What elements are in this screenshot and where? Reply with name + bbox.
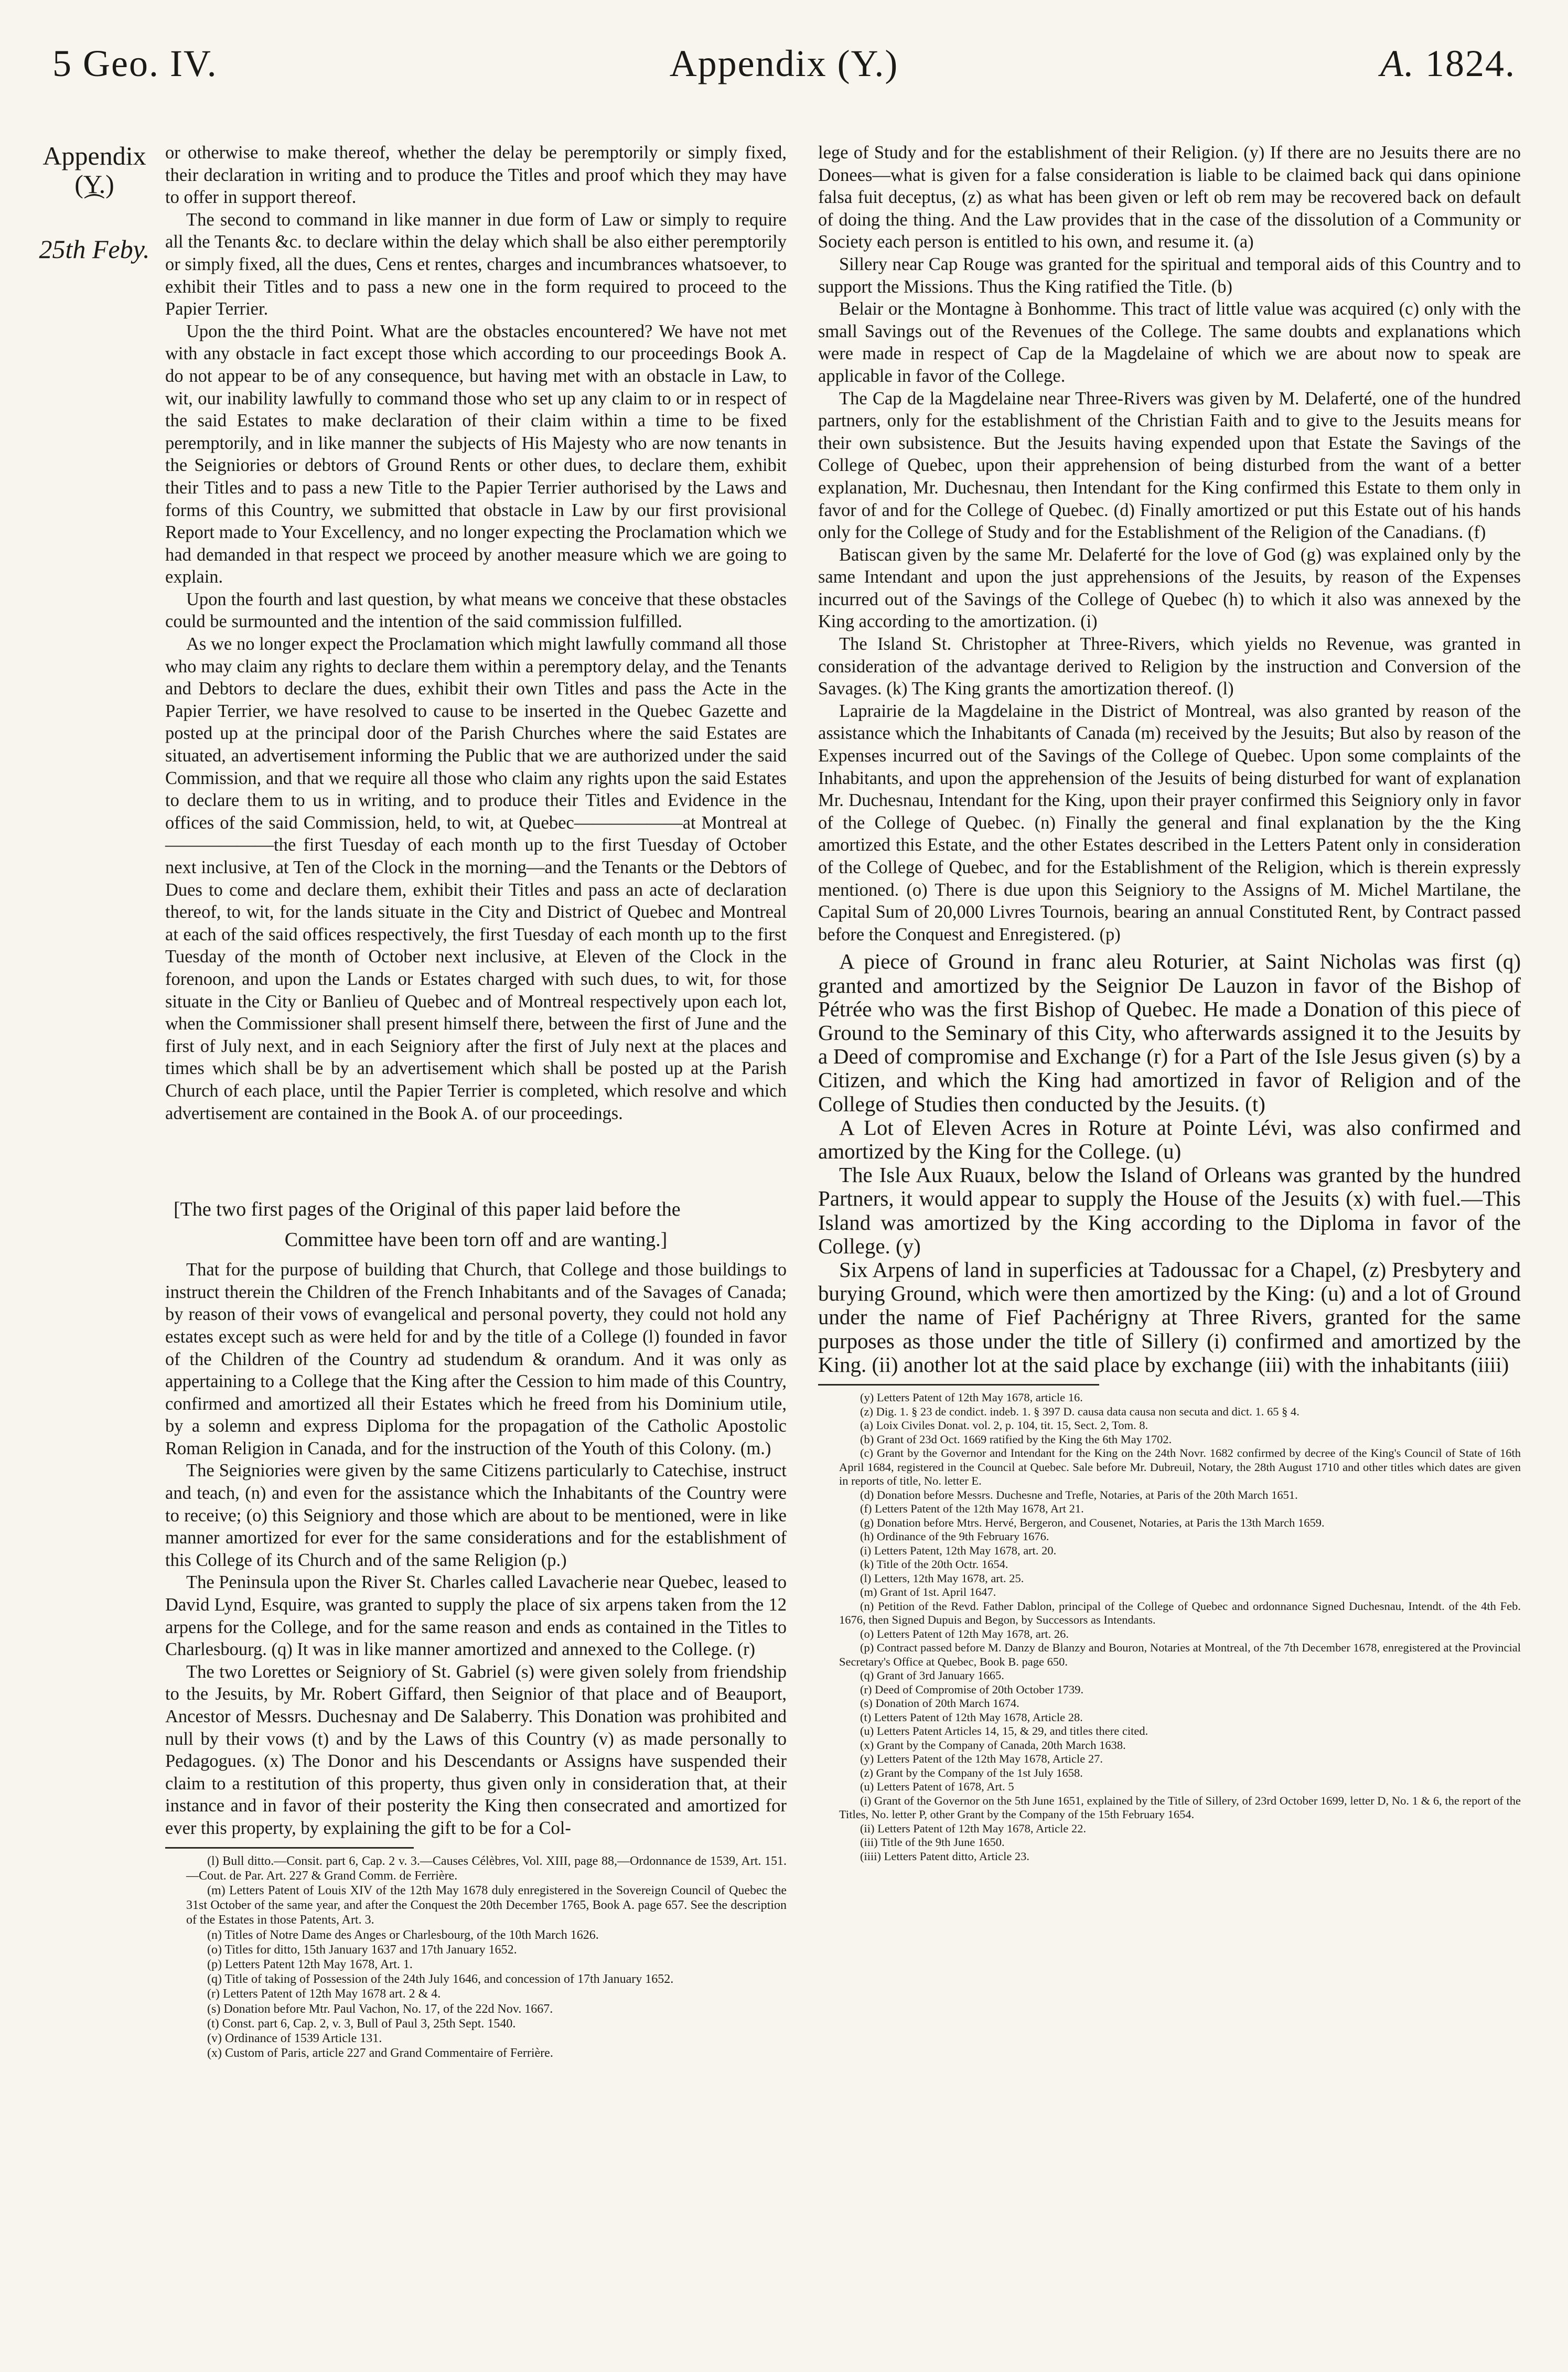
footnote: (l) Bull ditto.—Consit. part 6, Cap. 2 v. 3.—Causes Célèbres, Vol. XIII, page 88,—Ordonnance de 1539, Art. 151.—Cout. de Par. Art. 227 & Grand Comm. de Ferrière. [186,1854,787,1883]
paragraph: As we no longer expect the Proclamation which might lawfully command all those who may claim any rights to declare them within a peremptory delay, and the Tenants and Debtors to declare the dues, exhibit their own Titles and pass the Acte in the Papier Terrier, we have resolved to cause to be inserted in the Quebec Gazette and posted up at the principal door of the Parish Churches where the said Estates are situated, an advertisement informing the Public that we are authorized under the said Commission, and that we require all those who claim any rights upon the said Estates to declare them to us in writing, and to produce their Titles and Evidence in the offices of the said Commission, held, to wit, at Quebec——————at Montreal at——————the first Tuesday of each month up to the first Tuesday of October next inclusive, at Ten of the Clock in the morning—and the Tenants or the Debtors of Dues to come and declare them, exhibit their Titles and pass an acte of declaration thereof, to wit, for the lands situate in the City and District of Quebec and Montreal at each of the said offices respectively, the first Tuesday of each month up to the first Tuesday of the month of October next inclusive, at Eleven of the Clock in the forenoon, and upon the Lands or Estates charged with such dues, to wit, for those situate in the City or Banlieu of Quebec and of Montreal respectively upon each lot, when the Commissioner shall present himself there, between the first of June and the first of July next, and in each Seigniory after the first of July next at the places and times which shall be by an advertisement which shall be posted up at the Parish Church of each place, until the Papier Terrier is completed, which resolve and which advertisement are contained in the Book A. of our proceedings. [165,634,787,1123]
footnote: (v) Ordinance of 1539 Article 131. [207,2032,382,2045]
paragraph: The Island St. Christopher at Three-Rivers, which yields no Revenue, was granted in consideration of the advantage derived to Religion by the instruction and Conversion of the Savages. (k) The King grants the amortization thereof. (l) [818,634,1521,699]
footnote: (z) Grant by the Company of the 1st July 1658. [860,1766,1083,1779]
footnote: (s) Donation of 20th March 1674. [860,1697,1019,1710]
footnote: (x) Custom of Paris, article 227 and Grand Commentaire of Ferrière. [207,2046,553,2060]
paragraph: The second to command in like manner in due form of Law or simply to require all the Tenants &c. to declare within the delay which shall be also either peremptorily or simply fixed, all the dues, Cens et rentes, charges and incumbrances whatsoever, to exhibit their Titles and to pass a new one in the form required to proceed to the Papier Terrier. [165,209,787,319]
paragraph-large: A piece of Ground in franc aleu Roturier, at Saint Nicholas was first (q) granted and amortized by the Seignior De Lauzon in favor of the Bishop of Pétrée who was the first Bishop of Quebec. He made a Donation of this piece of Ground to the Seminary of this City, who afterwards assigned it to the Jesuits by a Deed of compromise and Exchange (r) for a Part of the Isle Jesus given (s) by a Citizen, and which the King had amortized in favor of Religion and of the College of Studies then conducted by the Jesuits. (t) [818,949,1521,1116]
footnote: (p) Letters Patent 12th May 1678, Art. 1. [207,1957,413,1971]
footnote: (u) Letters Patent of 1678, Art. 5 [860,1780,1014,1794]
paragraph: lege of Study and for the establishment of their Religion. (y) If there are no Jesuits there are no Donees—what is given for a false consideration is liable to be claimed back qui dans opinione falsa fuit deceptus, (z) as what has been given or left ob rem may be recovered back on default of doing the thing. And the Law provides that in the case of the dissolution of a Community or Society each person is entitled to his own, and resume it. (a) [818,143,1521,252]
footnotes-left [165,1854,787,2061]
footnotes-right [818,1391,1521,1863]
footnote: (iiii) Letters Patent ditto, Article 23. [860,1849,1030,1863]
paragraph: The two Lorettes or Seigniory of St. Gabriel (s) were given solely from friendship to the Jesuits, by Mr. Robert Giffard, then Seignior of that place and of Beauport, Ancestor of Messrs. Duchesnay and De Salaberry. This Donation was prohibited and null by their vows (t) and by the Laws of this Country (v) as made personally to Pedagogues. (x) The Donor and his Descendants or Assigns have suspended their claim to a restitution of this property, thus given only in consideration that, at their instance and in favor of their posterity the King then consecrated and amortized for ever this property, by explaining the gift to be for a Col- [165,1661,787,1838]
footnote: (o) Letters Patent of 12th May 1678, art. 26. [860,1627,1069,1640]
year-heading-number: 1824. [1425,42,1516,84]
year-heading [1380,42,1516,85]
footnote: (n) Petition of the Revd. Father Dablon, principal of the College of Quebec and ordonnance Signed Duchesnau, Intendt. of the 4th Feb. 1676, then Signed Dupuis and Begon, by Successors as Intendants. [839,1599,1521,1627]
footnote: (m) Grant of 1st. April 1647. [860,1585,996,1599]
editorial-note: [The two first pages of the Original of this paper laid before the [174,1198,681,1221]
margin-appendix-label: Appendix [42,141,146,170]
footnote: (c) Grant by the Governor and Intendant for the King on the 24th Novr. 1682 confirmed by decree of the King's Council of State of 16th April 1684, registered in the Council at Quebec. Sale before Mr. Dubreuil, Notary, the 28th August 1710 and other titles which dates are given in reports of title, No. letter E. [839,1446,1521,1488]
footnote: (y) Letters Patent of the 12th May 1678, Article 27. [860,1752,1103,1766]
footnote: (r) Letters Patent of 12th May 1678 art. 2 & 4. [207,1987,441,2001]
paragraph: Laprairie de la Magdelaine in the District of Montreal, was also granted by reason of the assistance which the Inhabitants of Canada (m) received by the Jesuits; But also by reason of the Expenses incurred out of the Savings of the College of Quebec. Upon some complaints of the Inhabitants, and upon the apprehension of the Jesuits of being disturbed for want of explanation Mr. Duchesnau, Intendant for the King, upon their prayer confirmed this Seigniory only in favor of the College of Quebec. (n) Finally the general and final explanation by the the King amortized this Estate, and the other Estates described in the Letters Patent only in consideration of the College of Quebec, and for the Establishment of the Religion, which is therein expressly mentioned. (o) There is due upon this Seigniory to the Assigns of M. Michel Martilane, the Capital Sum of 20,000 Livres Tournois, bearing an annual Constituted Rent, by Contract passed before the Conquest and Enregistered. (p) [818,701,1521,944]
footnote: (q) Title of taking of Possession of the 24th July 1646, and concession of 17th January 1652. [207,1972,674,1987]
paragraph: Batiscan given by the same Mr. Delaferté for the love of God (g) was explained only by the same Intendant and upon the just apprehensions of the Jesuits, by reason of the Expenses incurred out of the Savings of the College of Quebec (h) to which it also was annexed by the King according to the amortization. (i) [818,544,1521,632]
footnote: (a) Loix Civiles Donat. vol. 2, p. 104, tit. 15, Sect. 2, Tom. 8. [860,1419,1148,1432]
paragraph: Upon the the third Point. What are the obstacles encountered? We have not met with any obstacle in fact except those which according to our proceedings Book A. do not appear to be of any consequence, but having met with an obstacle in Law, to wit, our inability lawfully to command those who set up any claim to or in respect of the said Estates to make declaration of their claim within a time to be fixed peremptorily, and in like manner the subjects of His Majesty who are now tenants in the Seigniories or debtors of Ground Rents or other dues, to declare them, exhibit their Titles and to pass a new Title to the Papier Terrier authorised by the Laws and forms of this Country, we submitted that obstacle in Law by our first provisional Report made to Your Excellency, and no longer expecting the Proclamation which we had demanded in that respect we proceed by another measure which we are going to explain. [165,321,787,587]
footnote: (q) Grant of 3rd January 1665. [860,1669,1004,1682]
footnote: (k) Title of the 20th Octr. 1654. [860,1558,1008,1571]
left-column [165,142,787,2060]
margin-appendix-letter: (Y.) [74,169,114,199]
footnote: (z) Dig. 1. § 23 de condict. indeb. 1. § 397 D. causa data causa non secuta and dict. 1. 65 § 4. [860,1404,1299,1418]
footnote: (g) Donation before Mtrs. Hervé, Bergeron, and Cousenet, Notaries, at Paris the 13th March 1659. [860,1516,1325,1529]
footnote: (i) Grant of the Governor on the 5th June 1651, explained by the Title of Sillery, of 23rd October 1699, letter D, No. 1 & 6, the report of the Titles, No. letter P, other Grant by the Company of the 15th February 1654. [839,1794,1521,1821]
footnote: (d) Donation before Messrs. Duchesne and Trefle, Notaries, at Paris of the 20th March 1651. [860,1488,1298,1501]
footnote: (r) Deed of Compromise of 20th October 1739. [860,1682,1084,1696]
footnote: (s) Donation before Mtr. Paul Vachon, No. 17, of the 22d Nov. 1667. [207,2002,553,2016]
page-header [42,42,1526,100]
footnote: (f) Letters Patent of the 12th May 1678, Art 21. [860,1502,1084,1516]
footnote: (u) Letters Patent Articles 14, 15, & 29, and titles there cited. [860,1724,1148,1738]
swash-ornament: ⏜ [84,194,105,218]
footnote: (m) Letters Patent of Louis XIV of the 12th May 1678 duly enregistered in the Sovereign Council of Quebec the 31st October of the same year, and after the Conquest the 20th December 1765, Book A. page 657. See the description of the Estates in those Patents, Art. 3. [186,1883,787,1927]
margin-note [37,142,152,263]
footnote: (l) Letters, 12th May 1678, art. 25. [860,1571,1024,1585]
footnote: (o) Titles for ditto, 15th January 1637 and 17th January 1652. [207,1942,517,1957]
footnote: (iii) Title of the 9th June 1650. [860,1836,1005,1849]
footnote: (n) Titles of Notre Dame des Anges or Charlesbourg, of the 10th March 1626. [207,1928,599,1942]
year-heading-letter: A. [1380,42,1415,84]
paragraph: or otherwise to make thereof, whether the delay be peremptorily or simply fixed, their declaration in writing and to produce the Titles and proof which they may have to offer in support thereof. [165,143,787,208]
footnote: (h) Ordinance of the 9th February 1676. [860,1530,1049,1543]
paragraph-large: The Isle Aux Ruaux, below the Island of Orleans was granted by the hundred Partners, it would appear to supply the House of the Jesuits (x) with fuel.—This Island was amortized by the King according to the Diploma in favor of the College. (y) [818,1163,1521,1258]
paragraph: The Cap de la Magdelaine near Three-Rivers was given by M. Delaferté, one of the hundred partners, only for the establishment of the Christian Faith and to give to the Jesuits means for their own subsistence. But the Jesuits having expended upon that Estate the Savings of the College of Quebec, upon their apprehension of being disturbed from the want of a better explanation, Mr. Duchesnau, then Intendant for the King confirmed this Estate to them only in favor of and for the College of Quebec. (d) Finally amortized or put this Estate out of his hands only for the College of Study and for the Establishment of the Religion of the Canadians. (f) [818,388,1521,543]
footnote-divider [818,1384,1099,1386]
paragraph: Upon the fourth and last question, by what means we conceive that these obstacles could be surmounted and the intention of the said commission fulfilled. [165,589,787,632]
footnote: (t) Letters Patent of 12th May 1678, Article 28. [860,1710,1083,1724]
paragraph: The Seigniories were given by the same Citizens particularly to Catechise, instruct and teach, (n) and even for the assistance which the Inhabitants of the Country were to receive; (o) this Seigniory and those which are about to be mentioned, were in like manner amortized for ever for the same considerations and for the establishment of this College of its Church and of the same Religion (p.) [165,1461,787,1570]
paragraph-large: A Lot of Eleven Acres in Roture at Pointe Lévi, was also confirmed and amortized by the King for the College. (u) [818,1115,1521,1163]
paragraph: The Peninsula upon the River St. Charles called Lavacherie near Quebec, leased to David Lynd, Esquire, was granted to supply the place of six arpens taken from the 12 arpens for the College, and for the same reason and ends as contained in the Titles to Charlesbourg. (q) It was in like manner amortized and annexed to the College. (r) [165,1572,787,1660]
footnote: (ii) Letters Patent of 12th May 1678, Article 22. [860,1821,1087,1835]
footnote: (x) Grant by the Company of Canada, 20th March 1638. [860,1738,1126,1752]
paragraph: That for the purpose of building that Church, that College and those buildings to instruct therein the Children of the French Inhabitants and of the Savages of Canada; by reason of their vows of evangelical and personal poverty, they could not hold any estates except such as were held for and by the title of a College (l) founded in favor of the Children of the Country ad studendum & orandum. And it was only as appertaining to a College that the King after the Cession to him made of this Country, confirmed and amortized all their Estates which he freed from his Dominium utile, by a solemn and express Diploma for the propagation of the Catholic Apostolic Roman Religion in Canada, and for the instruction of the Youth of this Colony. (m.) [165,1260,787,1458]
paragraph: Belair or the Montagne à Bonhomme. This tract of little value was acquired (c) only with the small Savings out of the Revenues of the College. The same doubts and explanations which were made in respect of Cap de la Magdelaine of which we are about now to speak are applicable in favor of the College. [818,299,1521,386]
footnote: (t) Const. part 6, Cap. 2, v. 3, Bull of Paul 3, 25th Sept. 1540. [207,2016,516,2031]
footnote: (b) Grant of 23d Oct. 1669 ratified by the King the 6th May 1702. [860,1432,1172,1446]
footnote-divider [165,1847,414,1849]
paragraph-large: Six Arpens of land in superficies at Tadoussac for a Chapel, (z) Presbytery and burying Ground, which were then amortized by the King: (u) and a lot of Ground under the name of Fief Pachérigny at Three Rivers, granted for the same purposes as those under the title of Sillery (i) confirmed and amortized by the King. (ii) another lot at the said place by exchange (iii) with the inhabitants (iiii) [818,1258,1521,1377]
footnote: (i) Letters Patent, 12th May 1678, art. 20. [860,1543,1057,1557]
margin-date: 25th Feby. [39,234,150,264]
editorial-note-cont: Committee have been torn off and are wanting.] [284,1229,668,1251]
footnote: (y) Letters Patent of 12th May 1678, article 16. [860,1391,1083,1404]
paragraph: Sillery near Cap Rouge was granted for the spiritual and temporal aids of this Country and to support the Missions. Thus the King ratified the Title. (b) [818,254,1521,297]
footnote: (p) Contract passed before M. Danzy de Blanzy and Bouron, Notaries at Montreal, of the 7th December 1678, enregistered at the Provincial Secretary's Office at Quebec, Book B. page 650. [839,1641,1521,1668]
regnal-year-heading: 5 Geo. IV. [52,42,218,84]
appendix-heading: Appendix (Y.) [669,42,899,84]
right-column [818,142,1521,1863]
